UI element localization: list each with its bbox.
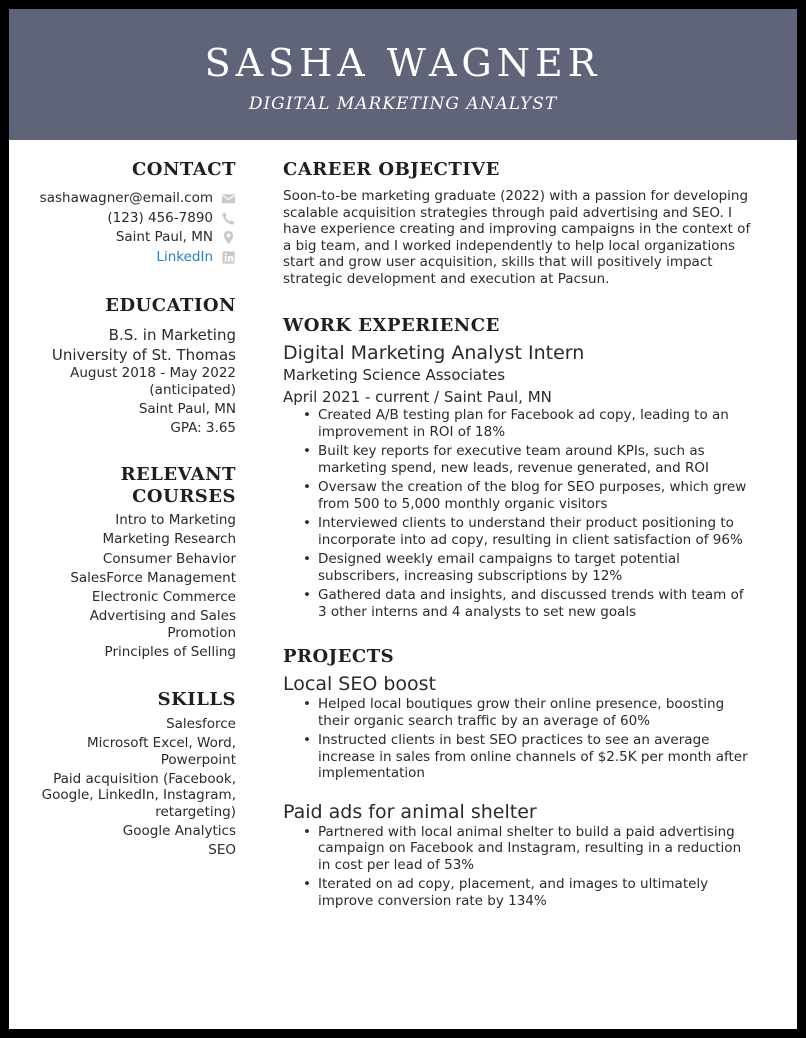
education-section	[31, 295, 236, 437]
education-location: Saint Paul, MN	[138, 401, 236, 417]
contact-linkedin-row	[31, 248, 236, 268]
project-title: Local SEO boost	[283, 673, 437, 695]
skill-item: Microsoft Excel, Word, Powerpoint	[86, 735, 236, 768]
education-gpa: GPA: 3.65	[170, 420, 236, 436]
job-title: Digital Marketing Analyst Intern	[283, 342, 585, 364]
education-heading: EDUCATION	[105, 295, 236, 316]
job-bullet: • Designed weekly email campaigns to target potential subscribers, increasing subscriptions by 12%	[283, 551, 751, 584]
contact-phone: (123) 456-7890	[107, 209, 213, 226]
contact-email-row	[31, 189, 236, 209]
objective-text: Soon-to-be marketing graduate (2022) with a passion for developing scalable acquisition strategies through paid advertising and SEO. I have experience creating and improving campaigns in the context of a big team, and I worked independently to help local organizations start and grow user acquisition, skills that will positively impact strategic development and execution at Pacsun.	[283, 188, 751, 287]
education-dates: August 2018 - May 2022	[70, 365, 236, 381]
courses-heading-line2: COURSES	[132, 486, 236, 507]
job-bullets	[283, 407, 751, 620]
education-degree: B.S. in Marketing	[108, 326, 236, 344]
job-bullet: • Built key reports for executive team around KPIs, such as marketing spend, new leads, revenue generated, and ROI	[283, 443, 751, 476]
job-bullet: • Created A/B testing plan for Facebook ad copy, leading to an improvement in ROI of 18%	[283, 407, 751, 440]
projects-section	[283, 646, 751, 909]
courses-heading-line1: RELEVANT	[120, 464, 236, 485]
project-bullet: • Instructed clients in best SEO practices to see an average increase in sales from online channels of $2.5K per month after implementation	[283, 732, 751, 782]
contact-location-row	[31, 228, 236, 248]
experience-section	[283, 315, 751, 620]
location-pin-icon	[221, 230, 236, 245]
linkedin-icon	[221, 250, 236, 265]
skills-section	[31, 689, 236, 859]
left-column	[31, 159, 236, 862]
course-item: Marketing Research	[102, 531, 236, 548]
skill-item: Salesforce	[166, 715, 236, 732]
project-bullets	[283, 824, 751, 910]
candidate-title: DIGITAL MARKETING ANALYST	[248, 94, 558, 114]
envelope-icon	[221, 191, 236, 206]
projects-heading: PROJECTS	[283, 646, 395, 667]
courses-section	[31, 464, 236, 661]
skill-item: SEO	[208, 842, 236, 859]
project-bullet: • Partnered with local animal shelter to build a paid advertising campaign on Facebook and Instagram, resulting in a reduction in cost per lead of 53%	[283, 824, 751, 874]
project-bullets	[283, 696, 751, 782]
course-item: SalesForce Management	[70, 569, 236, 586]
course-item: Advertising and Sales Promotion	[89, 608, 236, 641]
project-item	[283, 672, 751, 782]
education-dates-note: (anticipated)	[149, 382, 236, 398]
phone-icon	[221, 211, 236, 226]
education-school: University of St. Thomas	[51, 346, 236, 364]
candidate-name: SASHA WAGNER	[204, 41, 602, 85]
contact-phone-row	[31, 209, 236, 229]
course-item: Electronic Commerce	[91, 589, 236, 606]
job-bullet: • Oversaw the creation of the blog for SEO purposes, which grew from 500 to 5,000 monthly organic visitors	[283, 479, 751, 512]
contact-location: Saint Paul, MN	[115, 229, 213, 246]
contact-heading: CONTACT	[131, 159, 236, 180]
course-item: Intro to Marketing	[115, 512, 236, 528]
objective-heading: CAREER OBJECTIVE	[283, 159, 500, 180]
linkedin-link[interactable]: LinkedIn	[156, 248, 213, 265]
contact-section	[31, 159, 236, 267]
skill-item: Paid acquisition (Facebook, Google, LinkedIn, Instagram, retargeting)	[41, 770, 236, 820]
course-item: Principles of Selling	[104, 644, 236, 661]
right-column	[283, 159, 751, 912]
contact-email[interactable]: sashawagner@email.com	[39, 190, 213, 207]
project-bullet: • Helped local boutiques grow their online presence, boosting their organic search traffic by an average of 60%	[283, 696, 751, 729]
job-company: Marketing Science Associates	[283, 366, 506, 384]
objective-section	[283, 159, 751, 287]
project-title: Paid ads for animal shelter	[283, 800, 537, 823]
resume-page	[9, 9, 797, 1029]
experience-heading: WORK EXPERIENCE	[283, 315, 500, 336]
project-item	[283, 800, 751, 910]
job-bullet: • Gathered data and insights, and discussed trends with team of 3 other interns and 4 analysts to set new goals	[283, 587, 751, 620]
skill-item: Google Analytics	[122, 823, 236, 840]
course-item: Consumer Behavior	[102, 550, 236, 567]
skills-heading: SKILLS	[157, 688, 236, 710]
resume-header	[9, 9, 797, 140]
project-bullet: • Iterated on ad copy, placement, and images to ultimately improve conversion rate by 134%	[283, 876, 751, 909]
job-dates-location: April 2021 - current / Saint Paul, MN	[283, 388, 552, 406]
job-bullet: • Interviewed clients to understand their product positioning to incorporate into ad copy, resulting in client satisfaction of 96%	[283, 515, 751, 548]
